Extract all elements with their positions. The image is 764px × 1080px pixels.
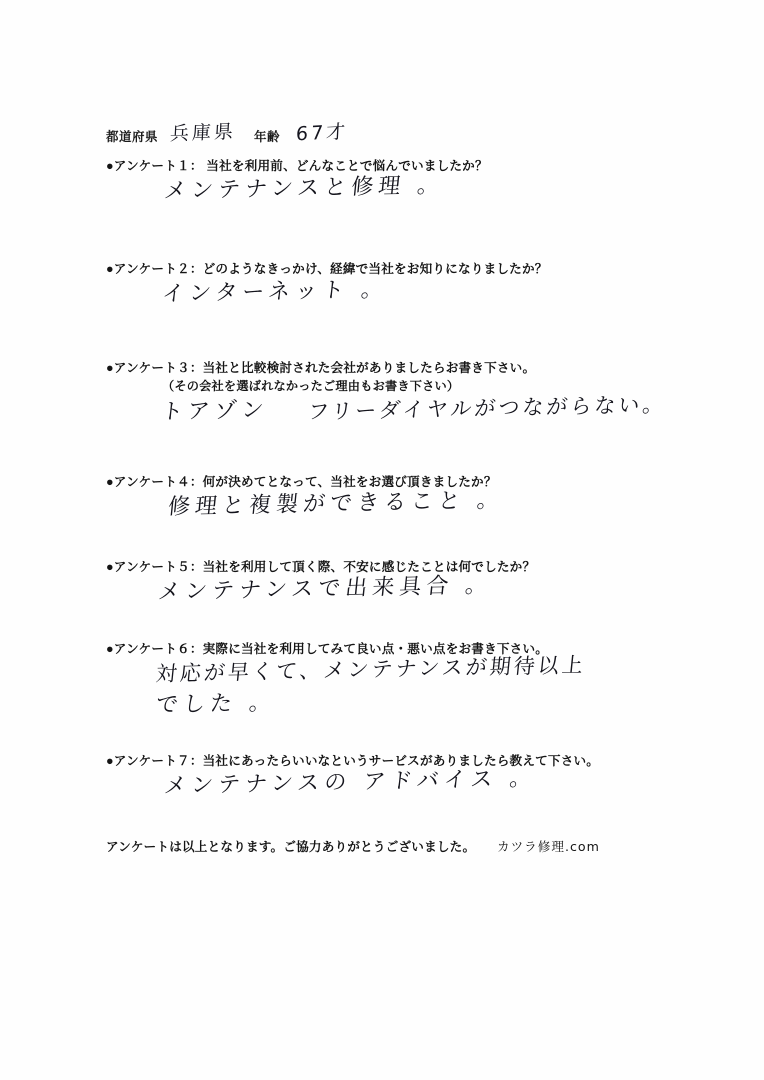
- question-prompt-5: ●アンケート５：当社を利用して頂く際、不安に感じたことは何でしたか？: [106, 559, 536, 574]
- brand-name: カツラ修理.com: [496, 839, 600, 855]
- question-block-1: [106, 157, 676, 208]
- spacer-4: [106, 530, 676, 558]
- question-block-7: [106, 752, 676, 803]
- answer-row-3: [159, 392, 676, 429]
- spacer-1: [106, 214, 676, 260]
- spacer-3: [106, 435, 676, 473]
- answer-text-3a: トアゾン: [159, 397, 270, 425]
- answer-text-2: インターネット 。: [160, 276, 390, 307]
- question-prompt-2: ●アンケート２：どのようなきっかけ、経緯で当社をお知りになりましたか？: [106, 261, 548, 276]
- question-block-3: [106, 359, 676, 429]
- respondent-header: [106, 118, 676, 145]
- answer-text-6b: でした 。: [154, 690, 278, 718]
- age-label: 年齢: [254, 130, 281, 144]
- question-block-4: [106, 473, 676, 524]
- question-prompt-7: ●アンケート７：当社にあったらいいなというサービスがありましたら教えて下さい。: [106, 753, 600, 768]
- footer: [106, 836, 676, 855]
- question-subprompt-3: （その会社を選ばれなかったご理由もお書き下さい）: [162, 379, 460, 394]
- answer-text-3b: フリーダイヤルがつながらない。: [307, 392, 669, 424]
- question-block-5: [106, 558, 676, 609]
- age-value: 67才: [295, 120, 349, 146]
- question-prompt-3: ●アンケート３：当社と比較検討された会社がありましたらお書き下さい。: [106, 360, 536, 375]
- spacer-5: [106, 614, 676, 640]
- question-prompt-1: ●アンケート１： 当社を利用前、どんなことで悩んでいましたか？: [106, 159, 488, 173]
- question-block-6: [106, 640, 676, 721]
- answer-text-6a: 対応が早くて、メンテナンスが期待以上: [154, 653, 588, 687]
- survey-content: [106, 118, 676, 855]
- question-prompt-6: ●アンケート６：実際に当社を利用してみて良い点・悪い点をお書き下さい。: [106, 642, 549, 657]
- prefecture-value: 兵庫県: [169, 120, 237, 146]
- footer-text: アンケートは以上となります。ご協力ありがとうございました。: [106, 840, 476, 855]
- answer-text-7: メンテナンスの アドバイス 。: [162, 765, 538, 799]
- spacer-6: [106, 728, 676, 752]
- answer-text-4: 修理と複製ができること 。: [166, 487, 506, 520]
- prefecture-label: 都道府県: [106, 130, 159, 144]
- answer-text-1: メンテナンスと修理 。: [162, 172, 446, 204]
- question-block-2: [106, 260, 676, 311]
- answer-text-5: メンテナンスで出来具合 。: [156, 572, 494, 605]
- question-prompt-4: ●アンケート４：何が決めてとなって、当社をお選び頂きましたか？: [106, 474, 497, 489]
- spacer-2: [106, 317, 676, 359]
